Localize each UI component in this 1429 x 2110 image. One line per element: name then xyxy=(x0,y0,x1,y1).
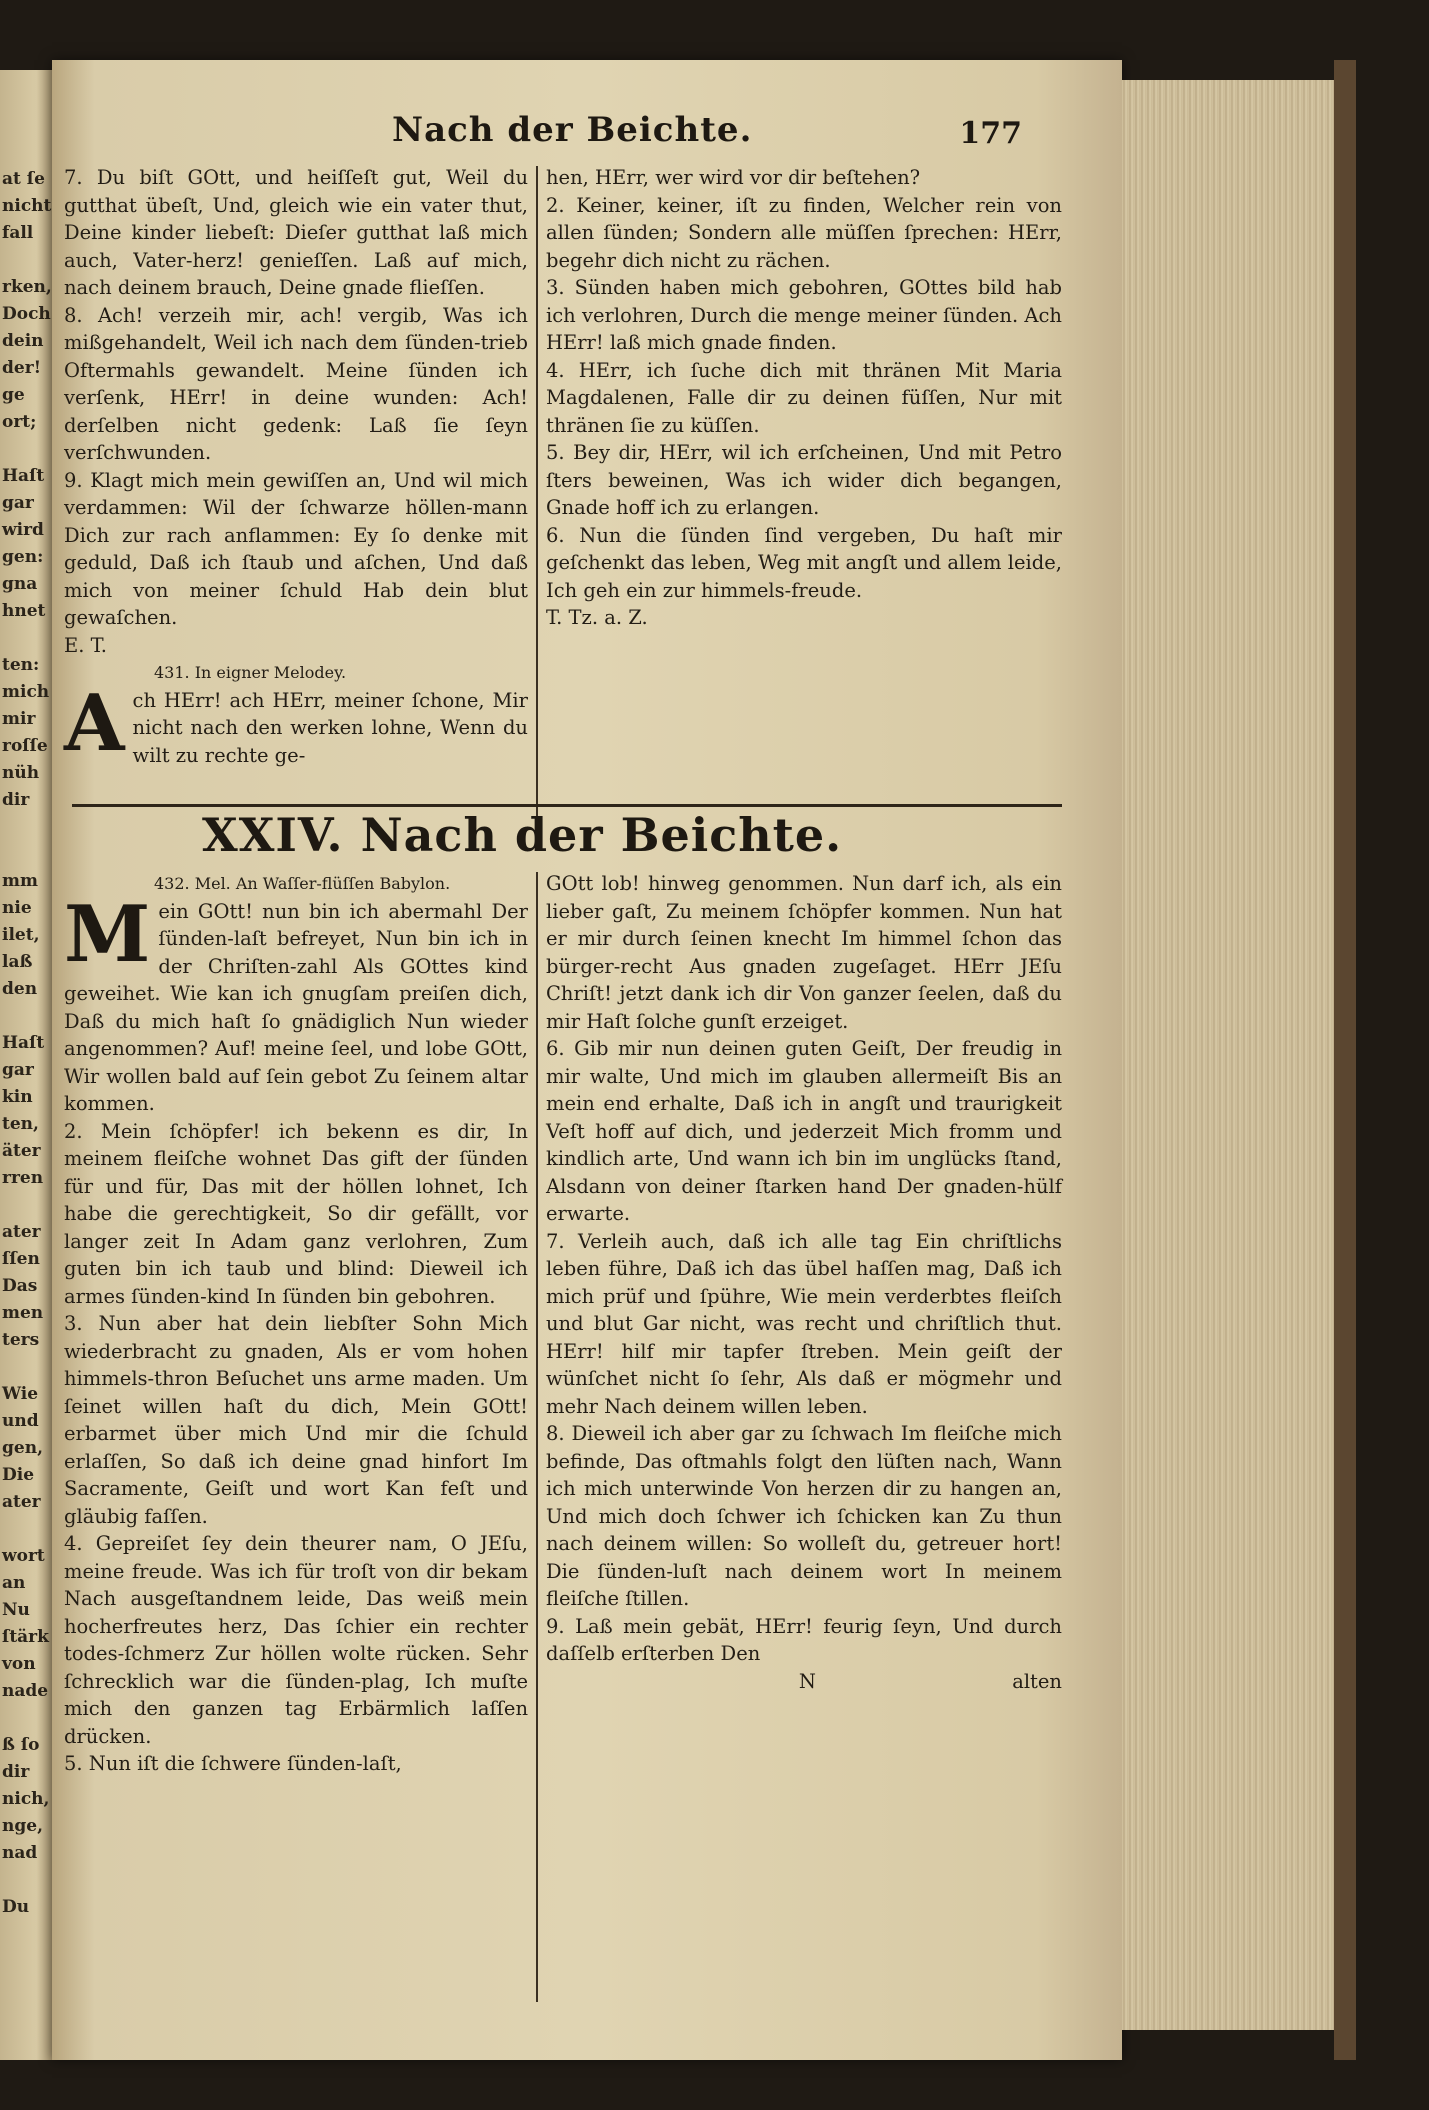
column-rule xyxy=(536,166,538,836)
author-sign: T. Tz. a. Z. xyxy=(546,606,648,629)
catchword: alten xyxy=(1012,1669,1062,1693)
verse: 3. Nun aber hat dein liebſter Sohn Mich wiederbracht zu gnaden, Als er vom hohen himmels-thron Beſuchet uns arme maden. Um ſeinet willen haſt du dich, Mein GOtt! erbarmet über mich Und mir die ſchuld erlaſſen, So daß ich deine gnad hinfort Im Sacramente, Geiſt und wort Kan feſt und gläubig faſſen. xyxy=(64,1312,528,1528)
verse: 4. Gepreiſet ſey dein theurer nam, O JEſu, meine freude. Was ich für troſt von dir bekam Nach ausgeſtandnem leide, Das weiß mein hocherfreutes herz, Das ſchier ein rechter todes-ſchmerz Zur höllen wolte rücken. Sehr ſchrecklich war die ſünden-plag, Ich muſte mich den ganzen tag Erbärmlich laſſen drücken. xyxy=(64,1532,528,1748)
top-right-column xyxy=(546,164,1062,632)
hymn-text: ein GOtt! nun bin ich abermahl Der ſünden-laſt befreyet, Nun bin ich in der Chriſten-zahl Als GOttes kind geweihet. Wie kan ich gnugſam preiſen dich, Daß du mich haſt ſo gnädiglich Nun wieder angenommen? Auf! meine ſeel, und lobe GOtt, Wir wollen bald auf ſein gebot Zu ſeinem altar kommen. xyxy=(64,899,528,1115)
running-head: Nach der Beichte. xyxy=(392,110,753,150)
verse: 7. Verleih auch, daß ich alle tag Ein chriſtlichs leben führe, Daß ich das übel haſſen mag, Daß ich mich prüf und ſpühre, Wie mein verderbtes fleiſch und blut Gar nicht, was recht und chriſtlich thut. HErr! hilf mir tapfer ſtreben. Mein geiſt der wünſchet nicht ſo ſehr, Als daß er mögmehr und mehr Nach deinem willen leben. xyxy=(546,1229,1062,1418)
verse: 9. Klagt mich mein gewiſſen an, Und wil mich verdammen: Wil der ſchwarze höllen-mann Dich zur rach anflammen: Ey ſo denke mit geduld, Daß ich ſtaub und aſchen, Und daß mich von meiner ſchuld Hab dein blut gewaſchen. xyxy=(64,468,528,629)
verse: hen, HErr, wer wird vor dir beſtehen? xyxy=(546,166,921,189)
page-number: 177 xyxy=(959,116,1022,151)
author-sign: E. T. xyxy=(64,633,107,657)
verse: 3. Sünden haben mich gebohren, GOttes bild hab ich verlohren, Durch die menge meiner ſünden. Ach HErr! laß mich gnade finden. xyxy=(546,276,1062,354)
signature-mark: N xyxy=(798,1669,816,1693)
verse: GOtt lob! hinweg genommen. Nun darf ich, als ein lieber gaſt, Zu meinem ſchöpfer kommen. Nun hat er mir durch ſeinen knecht Im himmel ſchon das bürger-recht Aus gnaden zugeſaget. HErr JEſu Chriſt! jetzt dank ich dir Von ganzer ſeelen, daß du mir Haſt ſolche gunſt erzeiget. xyxy=(546,872,1062,1033)
page-header xyxy=(52,110,1122,160)
hymn-heading: 431. In eigner Melodey. xyxy=(154,663,347,682)
hymn-heading: 432. Mel. An Waſſer-flüſſen Babylon. xyxy=(154,874,451,893)
top-left-column xyxy=(64,164,528,769)
column-rule xyxy=(536,872,538,2002)
verse: 2. Mein ſchöpfer! ich bekenn es dir, In meinem fleiſche wohnet Das gift der ſünden für und für, Das mit der höllen lohnet, Ich habe die gerechtigkeit, So dir gefällt, vor langer zeit In Adam ganz verlohren, Zum guten bin ich taub und blind: Dieweil ich armes ſünden-kind In ſünden bin gebohren. xyxy=(64,1119,528,1308)
verse: 5. Nun iſt die ſchwere ſünden-laſt, xyxy=(64,1752,402,1775)
facing-page-fragments: at ſe nicht fall rken, Doch dein der! ge ort; Haſt gar wird gen: gna hnet ten: mich mir roſſe nüh dir mm nie ilet, laß den Haſt gar kin ten, äter rren ater ſſen Das men ters Wie und gen, Die ater wort an Nu ſtärk von nade ß ſo dir nich, nge, nad Du xyxy=(2,169,52,1917)
section-title: XXIV. Nach der Beichte. xyxy=(202,808,843,862)
verse: 5. Bey dir, HErr, wil ich erſcheinen, Und mit Petro ſters beweinen, Was ich wider dich begangen, Gnade hoff ich zu erlangen. xyxy=(546,441,1062,519)
verse: 6. Nun die ſünden ſind vergeben, Du haſt mir geſchenkt das leben, Weg mit angſt und allem leide, Ich geh ein zur himmels-freude. xyxy=(546,523,1062,602)
verse: 4. HErr, ich ſuche dich mit thränen Mit Maria Magdalenen, Falle dir zu deinen füſſen, Nur mit thränen ſie zu küſſen. xyxy=(546,358,1062,437)
verse: 8. Ach! verzeih mir, ach! vergib, Was ich mißgehandelt, Weil ich nach dem ſünden-trieb Oftermahls gewandelt. Meine ſünden ich verſenk, HErr! in deine wunden: Ach! derſelben nicht gedenk: Laß ſie ſeyn verſchwunden. xyxy=(64,303,528,464)
verse: 7. Du biſt GOtt, und heiſſeſt gut, Weil du gutthat übeſt, Und, gleich wie ein vater thut, Deine kinder liebeſt: Dieſer gutthat laß mich auch, Vater-herz! genieſſen. Laß auf mich, nach deinem brauch, Deine gnade flieſſen. xyxy=(64,166,528,299)
verse: 6. Gib mir nun deinen guten Geiſt, Der freudig in mir walte, Und mich im glauben allermeiſt Bis an mein end erhalte, Daß ich in angſt und traurigkeit Veſt hoff auf dich, und jederzeit Mich fromm und kindlich arte, Und wann ich bin im unglücks ſtand, Alsdann von deiner ſtarken hand Der gnaden-hülf erwarte. xyxy=(546,1037,1062,1225)
hymn-opening xyxy=(64,677,528,770)
book-page xyxy=(52,60,1122,2060)
verse: 9. Laß mein gebät, HErr! feurig ſeyn, Und durch daſſelb erſterben Den xyxy=(546,1614,1062,1665)
bottom-right-column xyxy=(546,870,1062,1695)
verse: 8. Dieweil ich aber gar zu ſchwach Im fleiſche mich befinde, Das oftmahls folgt den lüſten nach, Wann ich mich unterwinde Von herzen dir zu hangen an, Und mich doch ſchwer ich ſchicken kan Zu thun nach deinem willen: So wolleſt du, getreuer hort! Die ſünden-luſt nach deinem wort In meinem fleiſche ſtillen. xyxy=(546,1422,1062,1610)
book-cover-edge xyxy=(1334,60,1356,2060)
drop-cap: M xyxy=(64,888,151,980)
page-block-edges xyxy=(1122,80,1342,2030)
section-rule xyxy=(72,804,1062,807)
bottom-left-column xyxy=(64,870,528,1778)
drop-cap: A xyxy=(64,677,125,769)
verse: 2. Keiner, keiner, iſt zu finden, Welcher rein von allen ſünden; Sondern alle müſſen ſprechen: HErr, begehr dich nicht zu rächen. xyxy=(546,193,1062,272)
hymn-opening xyxy=(64,888,528,1118)
facing-page-edge xyxy=(0,70,52,2060)
hymn-text: ch HErr! ach HErr, meiner ſchone, Mir nicht nach den werken lohne, Wenn du wilt zu rechte ge- xyxy=(132,688,528,767)
page-footer xyxy=(546,1668,1062,1696)
